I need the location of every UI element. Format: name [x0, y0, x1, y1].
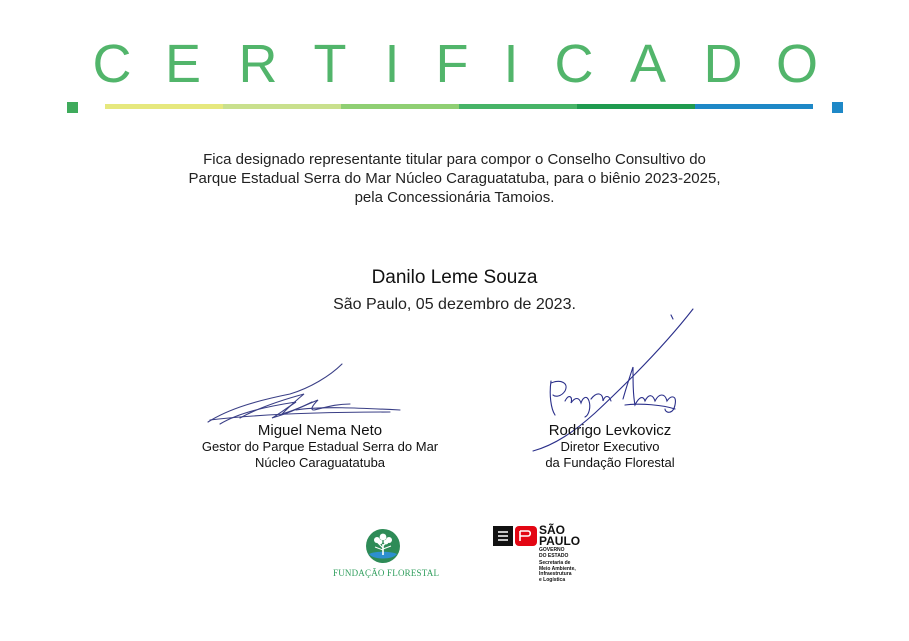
statement-line: pela Concessionária Tamoios.	[354, 189, 555, 206]
sp-title-line: SÃO	[539, 523, 566, 537]
statement-line: Fica designado representante titular para compor o Conselho Consultivo do	[203, 151, 706, 168]
divider-segment	[341, 104, 459, 109]
title-letter: D	[703, 34, 743, 94]
sp-secretaria-line: e Logística	[539, 576, 566, 583]
certificate-title	[0, 34, 909, 94]
title-letter: T	[313, 34, 347, 94]
title-letter: E	[164, 34, 202, 94]
divider-segment	[695, 104, 813, 109]
sp-governo-line: DO ESTADO	[539, 552, 569, 559]
signatory-role-line: Núcleo Caraguatatuba	[254, 455, 386, 470]
title-letter: C	[92, 34, 132, 94]
designation-statement	[0, 150, 909, 207]
signatory-right	[460, 422, 760, 471]
gradient-divider	[105, 104, 813, 109]
signatory-name: Rodrigo Levkovicz	[548, 422, 672, 439]
place-date: São Paulo, 05 dezembro de 2023.	[333, 296, 576, 313]
sao-paulo-government-logo	[493, 523, 603, 593]
sp-emblem-icon	[493, 526, 537, 546]
title-letter: O	[775, 34, 819, 94]
left-square-ornament	[67, 102, 78, 113]
title-letter: I	[503, 34, 519, 94]
signatory-role-line: Diretor Executivo	[560, 439, 660, 454]
title-letter: R	[238, 34, 278, 94]
sp-title-line: PAULO	[539, 534, 581, 548]
sp-governo-block	[539, 548, 568, 559]
right-square-ornament	[832, 102, 843, 113]
divider-segment	[105, 104, 223, 109]
sp-secretaria-line: Infraestrutura	[539, 571, 572, 577]
signatory-left	[170, 422, 470, 471]
sp-secretaria-line: Meio Ambiente,	[539, 565, 576, 572]
signatory-name: Miguel Nema Neto	[257, 422, 383, 439]
fundacao-florestal-logo	[333, 528, 440, 580]
sp-secretaria-line: Secretaria de	[539, 560, 571, 566]
signatory-role-line: Gestor do Parque Estadual Serra do Mar	[201, 439, 439, 454]
divider-segment	[223, 104, 341, 109]
title-letter: I	[384, 34, 400, 94]
divider-segment	[459, 104, 577, 109]
sp-secretaria-block	[539, 561, 576, 583]
title-letter: A	[629, 34, 667, 94]
divider-segment	[577, 104, 695, 109]
signatory-role-line: da Fundação Florestal	[545, 455, 675, 470]
recipient-name: Danilo Leme Souza	[371, 267, 538, 288]
title-letter: C	[554, 34, 594, 94]
tree-emblem-icon	[365, 528, 401, 564]
sp-governo-line: GOVERNO	[539, 547, 565, 553]
title-letter: F	[435, 34, 469, 94]
statement-line: Parque Estadual Serra do Mar Núcleo Caraguatatuba, para o biênio 2023-2025,	[188, 170, 721, 187]
fundacao-florestal-text: FUNDAÇÃO FLORESTAL	[333, 568, 440, 578]
left-signature-image	[200, 360, 410, 430]
